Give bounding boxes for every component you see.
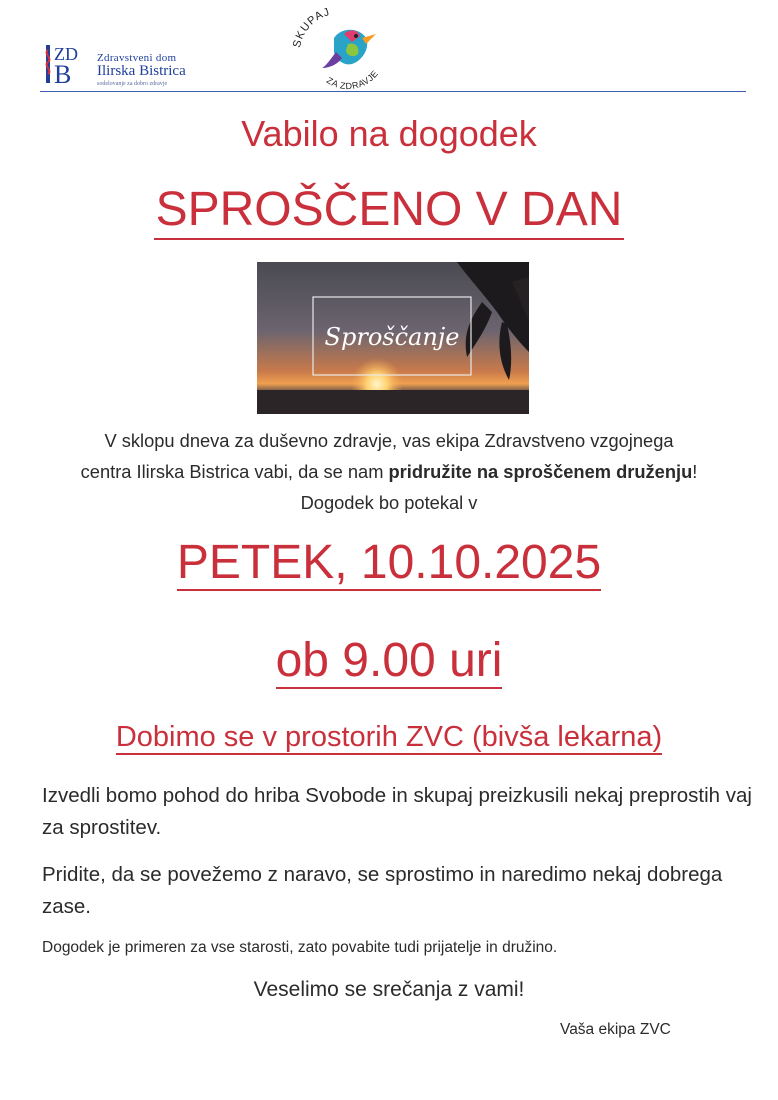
paragraph-activity: Izvedli bomo pohod do hriba Svobode in skupaj preizkusili nekaj preprostih vaj za sprostitev.: [42, 784, 752, 839]
intro-line2-end: !: [692, 461, 698, 482]
relaxation-photo: [257, 262, 529, 414]
closing-line: Veselimo se srečanja z vami!: [253, 978, 525, 1001]
intro-line3: Dogodek bo potekal v: [300, 492, 478, 513]
event-time: [0, 636, 778, 686]
event-date: [0, 538, 778, 588]
org-line3: sodelovanje za dobro zdravje: [97, 81, 168, 87]
paragraph-invitation: Pridite, da se povežemo z naravo, se sprostimo in naredimo nekaj dobrega zase.: [42, 863, 723, 918]
svg-text:ZA ZDRAVJE: [325, 68, 380, 91]
intro-line2: [20, 456, 758, 487]
photo-caption: Sproščanje: [324, 323, 460, 351]
event-location: [0, 722, 778, 754]
svg-text:B: B: [54, 60, 72, 88]
event-title: [0, 185, 778, 235]
zd-ib-logo: [42, 40, 94, 88]
event-date-text: PETEK, 10.10.2025: [176, 536, 602, 589]
svg-text:SKUPAJ: [291, 8, 332, 49]
audience-note: Dogodek je primeren za vse starosti, zato povabite tudi prijatelje in družino.: [42, 939, 558, 956]
event-location-text: Dobimo se v prostorih ZVC (bivša lekarna): [115, 721, 663, 753]
intro-text: [20, 425, 758, 518]
org-line2: Ilirska Bistrica: [97, 63, 186, 79]
event-title-text: SPROŠČENO V DAN: [154, 183, 625, 240]
organization-name: [97, 52, 186, 87]
org-line1: Zdravstveni dom: [97, 52, 177, 64]
intro-line2-bold: pridružite na sproščenem druženju: [388, 461, 693, 482]
event-time-text: ob 9.00 uri: [275, 634, 503, 687]
intro-line2-start: centra Ilirska Bistrica vabi, da se nam: [80, 461, 389, 482]
partner-logo-top-text: SKUPAJ: [291, 8, 332, 49]
header-divider: [40, 91, 746, 92]
partner-logo-bottom-text: ZA ZDRAVJE: [324, 68, 381, 92]
logo-mark-text: ZD: [54, 44, 78, 64]
skupaj-za-zdravje-logo: [286, 8, 396, 92]
intro-line1: V sklopu dneva za duševno zdravje, vas ekipa Zdravstveno vzgojnega: [104, 430, 674, 451]
invite-title: Vabilo na dogodek: [241, 113, 537, 154]
signature: Vaša ekipa ZVC: [560, 1021, 671, 1038]
